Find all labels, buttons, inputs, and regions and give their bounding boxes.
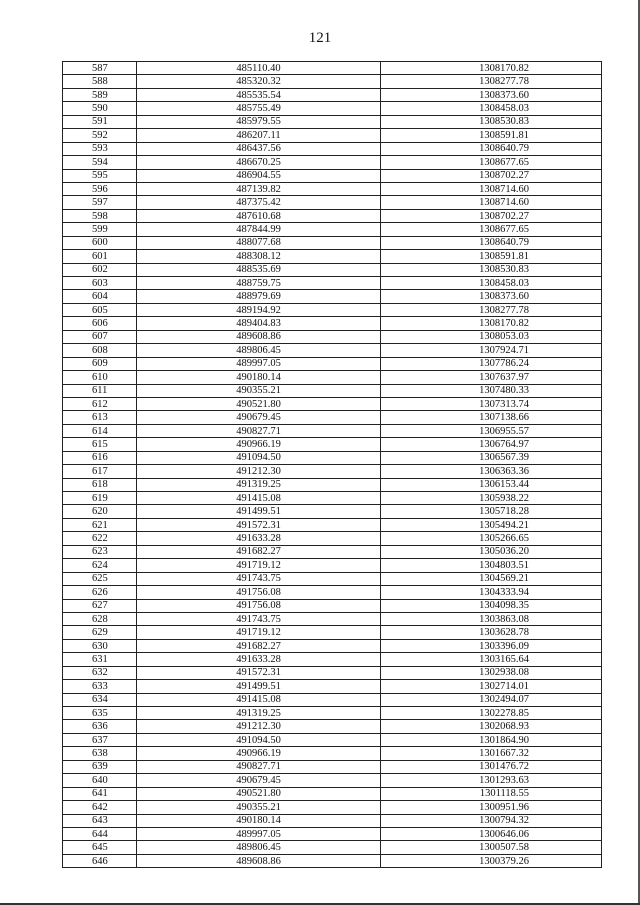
x-coordinate-cell: 491682.27 [137,545,381,558]
point-number-cell: 635 [63,707,137,720]
point-number-cell: 611 [63,384,137,397]
y-coordinate-cell: 1304569.21 [381,572,602,585]
point-number-cell: 606 [63,317,137,330]
table-row [63,801,602,814]
table-row [63,559,602,572]
x-coordinate-cell: 491682.27 [137,639,381,652]
table-row [63,774,602,787]
x-coordinate-cell: 486670.25 [137,156,381,169]
x-coordinate-cell: 485979.55 [137,115,381,128]
table-row [63,653,602,666]
table-row [63,62,602,75]
x-coordinate-cell: 486437.56 [137,142,381,155]
point-number-cell: 603 [63,277,137,290]
point-number-cell: 614 [63,424,137,437]
table-row [63,492,602,505]
point-number-cell: 632 [63,666,137,679]
table-row [63,263,602,276]
table-row [63,344,602,357]
point-number-cell: 612 [63,397,137,410]
coordinates-table [62,61,602,868]
point-number-cell: 625 [63,572,137,585]
table-row [63,760,602,773]
y-coordinate-cell: 1307480.33 [381,384,602,397]
y-coordinate-cell: 1302278.85 [381,707,602,720]
table-row [63,384,602,397]
x-coordinate-cell: 489194.92 [137,303,381,316]
y-coordinate-cell: 1307637.97 [381,371,602,384]
x-coordinate-cell: 491094.50 [137,733,381,746]
table-row [63,545,602,558]
page-number: 121 [308,30,332,46]
point-number-cell: 604 [63,290,137,303]
coordinates-table-body [63,62,602,868]
x-coordinate-cell: 491719.12 [137,626,381,639]
table-row [63,196,602,209]
point-number-cell: 613 [63,411,137,424]
y-coordinate-cell: 1308677.65 [381,156,602,169]
x-coordinate-cell: 490966.19 [137,438,381,451]
x-coordinate-cell: 491572.31 [137,666,381,679]
y-coordinate-cell: 1303863.08 [381,612,602,625]
y-coordinate-cell: 1304098.35 [381,599,602,612]
point-number-cell: 588 [63,75,137,88]
point-number-cell: 634 [63,693,137,706]
point-number-cell: 597 [63,196,137,209]
table-row [63,599,602,612]
point-number-cell: 609 [63,357,137,370]
x-coordinate-cell: 487375.42 [137,196,381,209]
point-number-cell: 590 [63,102,137,115]
point-number-cell: 641 [63,787,137,800]
point-number-cell: 589 [63,88,137,101]
x-coordinate-cell: 485755.49 [137,102,381,115]
x-coordinate-cell: 485320.32 [137,75,381,88]
table-row [63,680,602,693]
y-coordinate-cell: 1308714.60 [381,182,602,195]
x-coordinate-cell: 491719.12 [137,559,381,572]
point-number-cell: 602 [63,263,137,276]
x-coordinate-cell: 491756.08 [137,599,381,612]
table-row [63,666,602,679]
point-number-cell: 642 [63,801,137,814]
table-row [63,747,602,760]
x-coordinate-cell: 489608.86 [137,330,381,343]
y-coordinate-cell: 1308373.60 [381,290,602,303]
y-coordinate-cell: 1306153.44 [381,478,602,491]
table-row [63,639,602,652]
y-coordinate-cell: 1305036.20 [381,545,602,558]
x-coordinate-cell: 488979.69 [137,290,381,303]
y-coordinate-cell: 1305938.22 [381,492,602,505]
table-row [63,854,602,867]
y-coordinate-cell: 1305266.65 [381,532,602,545]
y-coordinate-cell: 1308530.83 [381,115,602,128]
table-row [63,182,602,195]
x-coordinate-cell: 491756.08 [137,586,381,599]
y-coordinate-cell: 1308053.03 [381,330,602,343]
table-row [63,371,602,384]
x-coordinate-cell: 489997.05 [137,357,381,370]
table-row [63,102,602,115]
point-number-cell: 599 [63,223,137,236]
x-coordinate-cell: 491499.51 [137,505,381,518]
y-coordinate-cell: 1308702.27 [381,169,602,182]
y-coordinate-cell: 1305718.28 [381,505,602,518]
x-coordinate-cell: 487844.99 [137,223,381,236]
x-coordinate-cell: 490827.71 [137,424,381,437]
y-coordinate-cell: 1304803.51 [381,559,602,572]
table-row [63,236,602,249]
y-coordinate-cell: 1303628.78 [381,626,602,639]
x-coordinate-cell: 490827.71 [137,760,381,773]
table-row [63,586,602,599]
x-coordinate-cell: 490679.45 [137,411,381,424]
x-coordinate-cell: 489806.45 [137,344,381,357]
table-row [63,357,602,370]
table-row [63,290,602,303]
table-row [63,841,602,854]
point-number-cell: 636 [63,720,137,733]
y-coordinate-cell: 1308714.60 [381,196,602,209]
x-coordinate-cell: 489806.45 [137,841,381,854]
y-coordinate-cell: 1307138.66 [381,411,602,424]
point-number-cell: 605 [63,303,137,316]
point-number-cell: 621 [63,518,137,531]
table-row [63,572,602,585]
y-coordinate-cell: 1300379.26 [381,854,602,867]
point-number-cell: 619 [63,492,137,505]
point-number-cell: 628 [63,612,137,625]
point-number-cell: 594 [63,156,137,169]
y-coordinate-cell: 1300794.32 [381,814,602,827]
table-row [63,209,602,222]
point-number-cell: 620 [63,505,137,518]
x-coordinate-cell: 486207.11 [137,129,381,142]
table-row [63,115,602,128]
y-coordinate-cell: 1306955.57 [381,424,602,437]
point-number-cell: 593 [63,142,137,155]
x-coordinate-cell: 485110.40 [137,62,381,75]
table-row [63,626,602,639]
table-row [63,156,602,169]
y-coordinate-cell: 1308640.79 [381,236,602,249]
table-row [63,88,602,101]
y-coordinate-cell: 1306363.36 [381,465,602,478]
y-coordinate-cell: 1308677.65 [381,223,602,236]
y-coordinate-cell: 1303396.09 [381,639,602,652]
y-coordinate-cell: 1301293.63 [381,774,602,787]
table-row [63,169,602,182]
y-coordinate-cell: 1308170.82 [381,62,602,75]
y-coordinate-cell: 1307786.24 [381,357,602,370]
table-row [63,411,602,424]
point-number-cell: 600 [63,236,137,249]
x-coordinate-cell: 490521.80 [137,397,381,410]
table-row [63,129,602,142]
y-coordinate-cell: 1308591.81 [381,129,602,142]
y-coordinate-cell: 1307313.74 [381,397,602,410]
x-coordinate-cell: 487610.68 [137,209,381,222]
point-number-cell: 633 [63,680,137,693]
table-row [63,451,602,464]
y-coordinate-cell: 1304333.94 [381,586,602,599]
table-row [63,277,602,290]
x-coordinate-cell: 490679.45 [137,774,381,787]
x-coordinate-cell: 490355.21 [137,801,381,814]
x-coordinate-cell: 491633.28 [137,532,381,545]
y-coordinate-cell: 1302938.08 [381,666,602,679]
x-coordinate-cell: 491212.30 [137,465,381,478]
point-number-cell: 616 [63,451,137,464]
x-coordinate-cell: 491499.51 [137,680,381,693]
point-number-cell: 644 [63,827,137,840]
point-number-cell: 637 [63,733,137,746]
x-coordinate-cell: 490521.80 [137,787,381,800]
table-row [63,612,602,625]
point-number-cell: 615 [63,438,137,451]
table-row [63,814,602,827]
point-number-cell: 596 [63,182,137,195]
y-coordinate-cell: 1308640.79 [381,142,602,155]
y-coordinate-cell: 1308458.03 [381,277,602,290]
y-coordinate-cell: 1301864.90 [381,733,602,746]
table-row [63,518,602,531]
x-coordinate-cell: 491415.08 [137,693,381,706]
y-coordinate-cell: 1308530.83 [381,263,602,276]
y-coordinate-cell: 1300646.06 [381,827,602,840]
table-row [63,75,602,88]
point-number-cell: 624 [63,559,137,572]
y-coordinate-cell: 1305494.21 [381,518,602,531]
table-row [63,142,602,155]
point-number-cell: 627 [63,599,137,612]
y-coordinate-cell: 1302068.93 [381,720,602,733]
table-row [63,505,602,518]
x-coordinate-cell: 491633.28 [137,653,381,666]
x-coordinate-cell: 491743.75 [137,612,381,625]
table-row [63,532,602,545]
x-coordinate-cell: 485535.54 [137,88,381,101]
table-row [63,465,602,478]
x-coordinate-cell: 489608.86 [137,854,381,867]
table-row [63,707,602,720]
y-coordinate-cell: 1308277.78 [381,303,602,316]
point-number-cell: 591 [63,115,137,128]
table-row [63,250,602,263]
table-row [63,720,602,733]
point-number-cell: 601 [63,250,137,263]
x-coordinate-cell: 486904.55 [137,169,381,182]
y-coordinate-cell: 1307924.71 [381,344,602,357]
table-row [63,827,602,840]
point-number-cell: 618 [63,478,137,491]
point-number-cell: 626 [63,586,137,599]
point-number-cell: 630 [63,639,137,652]
point-number-cell: 638 [63,747,137,760]
table-row [63,424,602,437]
point-number-cell: 607 [63,330,137,343]
y-coordinate-cell: 1303165.64 [381,653,602,666]
y-coordinate-cell: 1300507.58 [381,841,602,854]
y-coordinate-cell: 1308373.60 [381,88,602,101]
x-coordinate-cell: 489997.05 [137,827,381,840]
point-number-cell: 587 [63,62,137,75]
table-row [63,787,602,800]
point-number-cell: 610 [63,371,137,384]
point-number-cell: 643 [63,814,137,827]
table-row [63,733,602,746]
y-coordinate-cell: 1300951.96 [381,801,602,814]
point-number-cell: 592 [63,129,137,142]
point-number-cell: 595 [63,169,137,182]
y-coordinate-cell: 1308170.82 [381,317,602,330]
x-coordinate-cell: 488308.12 [137,250,381,263]
point-number-cell: 629 [63,626,137,639]
x-coordinate-cell: 488759.75 [137,277,381,290]
table-row [63,438,602,451]
x-coordinate-cell: 490180.14 [137,814,381,827]
point-number-cell: 646 [63,854,137,867]
x-coordinate-cell: 490355.21 [137,384,381,397]
table-row [63,330,602,343]
x-coordinate-cell: 488077.68 [137,236,381,249]
y-coordinate-cell: 1308702.27 [381,209,602,222]
point-number-cell: 598 [63,209,137,222]
point-number-cell: 645 [63,841,137,854]
x-coordinate-cell: 491212.30 [137,720,381,733]
point-number-cell: 622 [63,532,137,545]
table-row [63,397,602,410]
y-coordinate-cell: 1301476.72 [381,760,602,773]
point-number-cell: 617 [63,465,137,478]
table-row [63,303,602,316]
point-number-cell: 631 [63,653,137,666]
x-coordinate-cell: 491572.31 [137,518,381,531]
table-row [63,693,602,706]
table-row [63,478,602,491]
table-row [63,317,602,330]
x-coordinate-cell: 491743.75 [137,572,381,585]
x-coordinate-cell: 491319.25 [137,478,381,491]
point-number-cell: 608 [63,344,137,357]
y-coordinate-cell: 1302494.07 [381,693,602,706]
y-coordinate-cell: 1301118.55 [381,787,602,800]
table-row [63,223,602,236]
y-coordinate-cell: 1306567.39 [381,451,602,464]
x-coordinate-cell: 489404.83 [137,317,381,330]
y-coordinate-cell: 1301667.32 [381,747,602,760]
point-number-cell: 623 [63,545,137,558]
point-number-cell: 639 [63,760,137,773]
x-coordinate-cell: 491094.50 [137,451,381,464]
y-coordinate-cell: 1302714.01 [381,680,602,693]
x-coordinate-cell: 491415.08 [137,492,381,505]
point-number-cell: 640 [63,774,137,787]
x-coordinate-cell: 490966.19 [137,747,381,760]
x-coordinate-cell: 487139.82 [137,182,381,195]
x-coordinate-cell: 490180.14 [137,371,381,384]
y-coordinate-cell: 1308277.78 [381,75,602,88]
y-coordinate-cell: 1306764.97 [381,438,602,451]
y-coordinate-cell: 1308458.03 [381,102,602,115]
x-coordinate-cell: 488535.69 [137,263,381,276]
y-coordinate-cell: 1308591.81 [381,250,602,263]
x-coordinate-cell: 491319.25 [137,707,381,720]
